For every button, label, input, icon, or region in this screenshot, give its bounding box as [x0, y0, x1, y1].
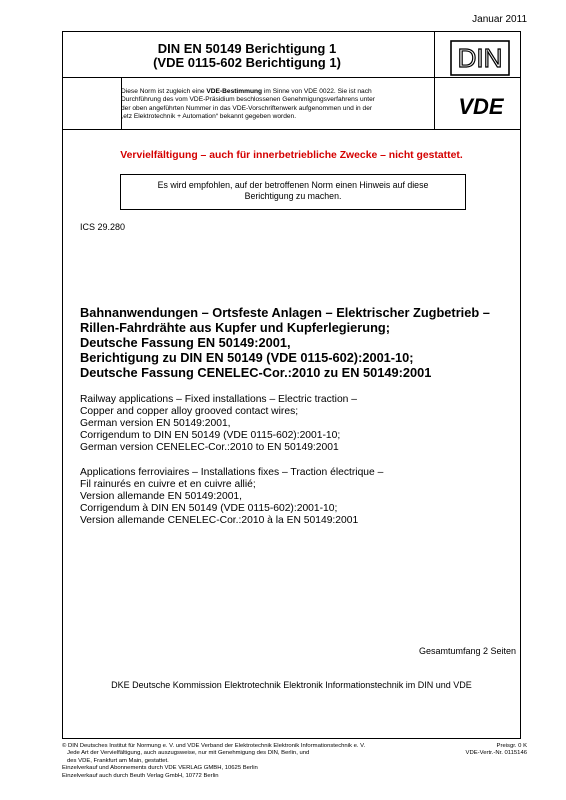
title-german-line: Deutsche Fassung CENELEC-Cor.:2010 zu EN 50149:2001: [80, 365, 432, 380]
title-german-line: Deutsche Fassung EN 50149:2001,: [80, 335, 291, 350]
divider: [63, 77, 520, 78]
norm-statement-rest: im Sinne von VDE 0022. Sie ist nach: [262, 88, 372, 95]
total-pages: Gesamtumfang 2 Seiten: [418, 646, 516, 656]
ics-code: ICS 29.280: [80, 222, 126, 232]
title-english-line: Railway applications – Fixed installations – Electric traction –: [80, 394, 358, 405]
copyright-footer: [62, 743, 402, 780]
title-german-line: Bahnanwendungen – Ortsfeste Anlagen – Elektrischer Zugbetrieb –: [80, 305, 490, 320]
document-title: [62, 42, 432, 70]
footer-line: des VDE, Frankfurt am Main, gestattet.: [67, 757, 169, 764]
title-german-line: Rillen-Fahrdrähte aus Kupfer und Kupferlegierung;: [80, 320, 390, 335]
din-logo: [450, 40, 510, 76]
norm-statement-line: Durchführung des vom VDE-Präsidium beschlossenen Genehmigungsverfahrens unter: [121, 96, 375, 104]
title-french-line: Version allemande EN 50149:2001,: [80, 491, 243, 502]
norm-statement-line: [121, 88, 433, 96]
title-german-line: Berichtigung zu DIN EN 50149 (VDE 0115-602):2001-10;: [80, 350, 414, 365]
footer-line: Einzelverkauf auch durch Beuth Verlag GmbH, 10772 Berlin: [62, 772, 219, 779]
vde-logo: [442, 91, 520, 121]
title-line: (VDE 0115-602 Berichtigung 1): [153, 55, 341, 70]
title-french-line: Corrigendum à DIN EN 50149 (VDE 0115-602):2001-10;: [80, 503, 338, 514]
note-line: Berichtigung zu machen.: [244, 191, 342, 201]
norm-statement: [121, 88, 433, 122]
note-line: Es wird empfohlen, auf der betroffenen Norm einen Hinweis auf diese: [157, 180, 429, 190]
title-french: [80, 467, 510, 527]
title-line: DIN EN 50149 Berichtigung 1: [157, 41, 337, 56]
norm-statement-prefix: Diese Norm ist zugleich eine: [121, 88, 207, 95]
order-number: VDE-Vertr.-Nr. 0115146: [465, 750, 527, 757]
title-french-line: Fil rainurés en cuivre et en cuivre allié;: [80, 479, 256, 490]
price-info: [466, 743, 527, 758]
norm-statement-line: der oben angeführten Nummer in das VDE-Vorschriftenwerk aufgenommen und in der: [121, 104, 373, 112]
title-english-line: Copper and copper alloy grooved contact wires;: [80, 406, 299, 417]
title-french-line: Version allemande CENELEC-Cor.:2010 à la EN 50149:2001: [80, 515, 359, 526]
norm-statement-line: „etz Elektrotechnik + Automation“ bekannt gegeben worden.: [121, 113, 297, 121]
divider: [434, 32, 435, 129]
note-box: [120, 174, 466, 210]
title-french-line: Applications ferroviaires – Installations fixes – Traction électrique –: [80, 467, 384, 478]
footer-line: Jede Art der Vervielfältigung, auch auszugsweise, nur mit Genehmigung des DIN, Berlin, und: [67, 750, 310, 757]
dke-line: DKE Deutsche Kommission Elektrotechnik Elektronik Informationstechnik im DIN und VDE: [111, 680, 472, 690]
din-logo-text: DIN: [457, 43, 503, 73]
title-english: [80, 394, 510, 454]
footer-line: © DIN Deutsches Institut für Normung e. V. und VDE Verband der Elektrotechnik Elektronik Informationstechnik e. V.: [62, 743, 366, 749]
copy-warning: Vervielfältigung – auch für innerbetriebliche Zwecke – nicht gestattet.: [120, 150, 463, 161]
title-english-line: Corrigendum to DIN EN 50149 (VDE 0115-602):2001-10;: [80, 430, 341, 441]
title-english-line: German version EN 50149:2001,: [80, 418, 231, 429]
footer-line: Einzelverkauf und Abonnements durch VDE VERLAG GMBH, 10625 Berlin: [62, 765, 258, 772]
title-english-line: German version CENELEC-Cor.:2010 to EN 50149:2001: [80, 442, 339, 453]
title-german: [80, 305, 510, 380]
cover-frame: [62, 31, 521, 739]
price-group: Preisgr. 0 K: [496, 743, 527, 749]
vde-logo-text: VDE: [458, 94, 504, 119]
issue-date: Januar 2011: [472, 14, 527, 25]
vde-bestimmung-label: VDE-Bestimmung: [206, 88, 263, 95]
divider: [63, 129, 520, 130]
